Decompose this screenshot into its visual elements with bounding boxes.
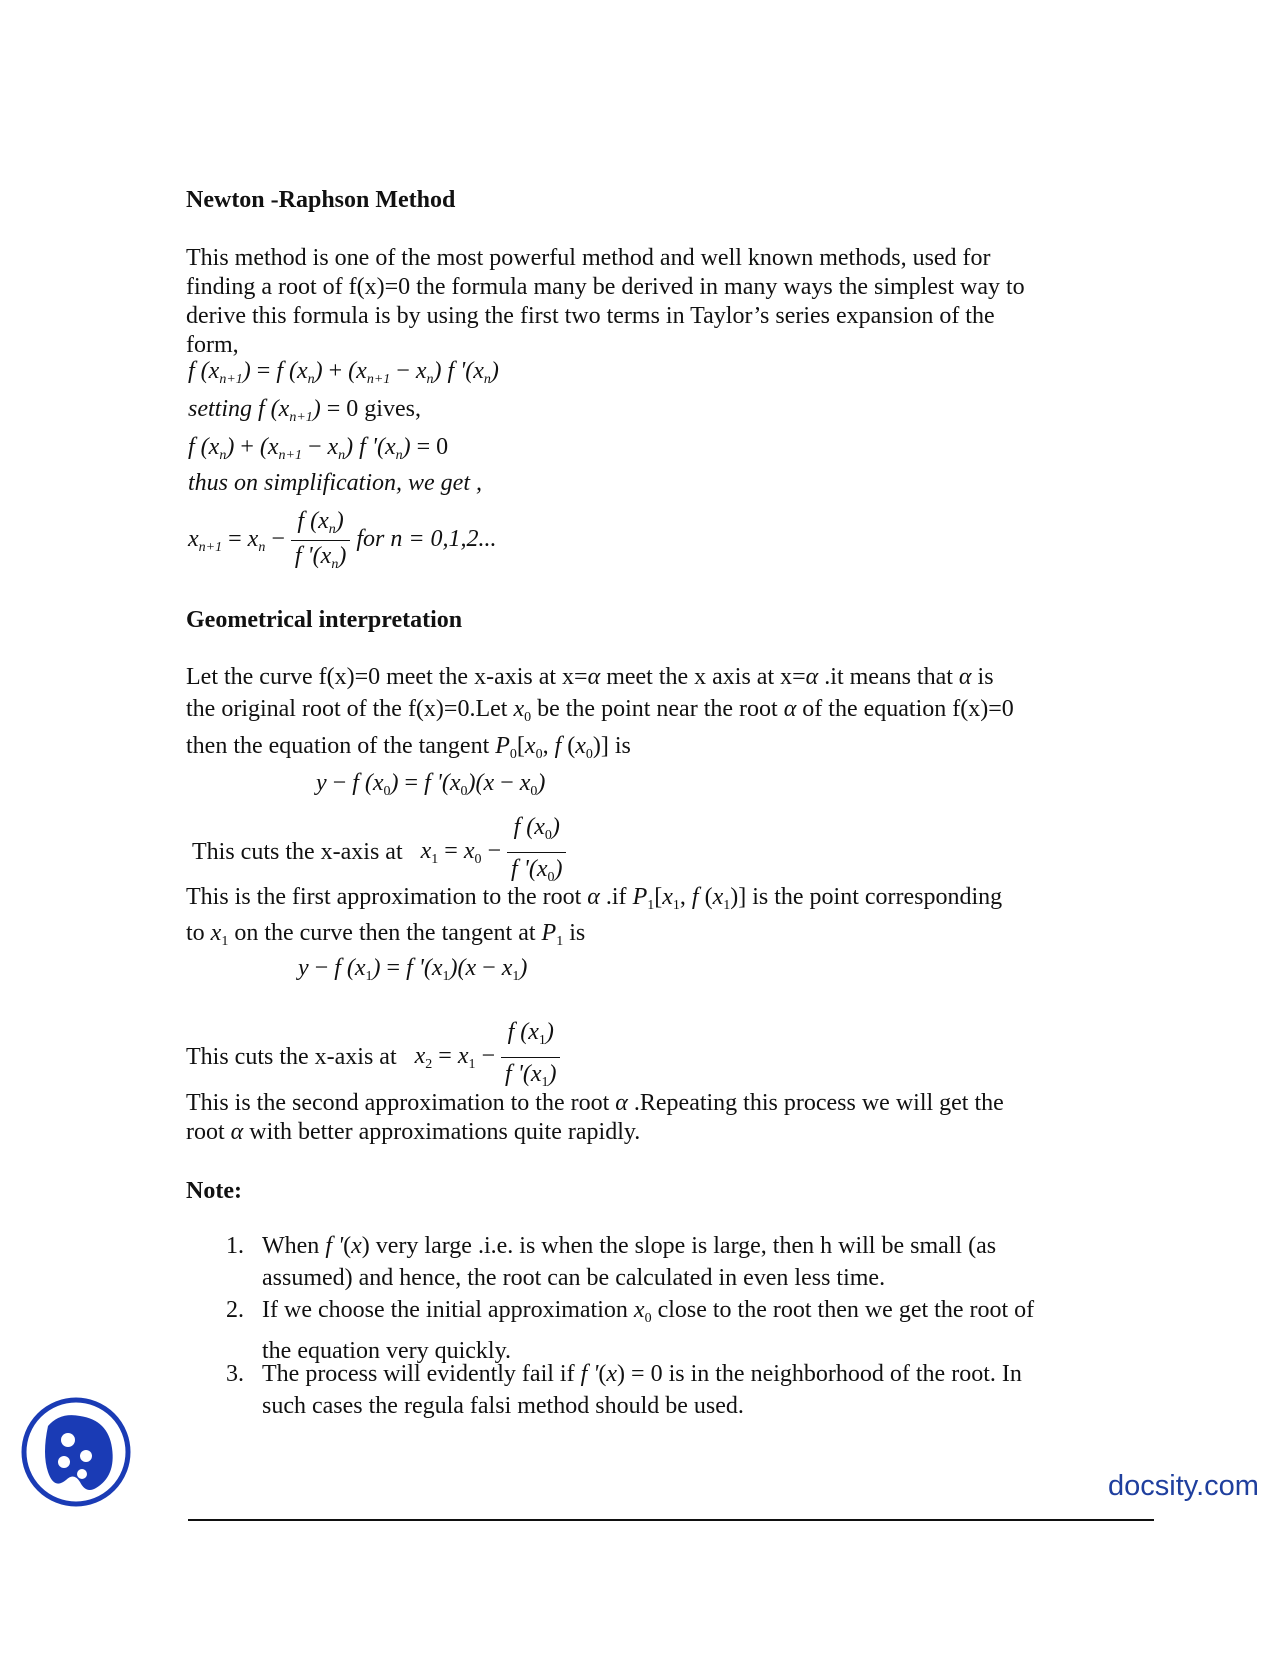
geo-text: .it means that [818, 664, 959, 690]
section-title-geometrical: Geometrical interpretation [186, 607, 463, 633]
to-x1-line: to $x_1$ on the curve then the tangent at $P_1$ is [186, 920, 586, 949]
note-text: close to the root then we get the root of [651, 1297, 1035, 1323]
setting-equation: setting f $(x_{n+1}) = 0$ gives, [188, 396, 421, 425]
geo-text: is [971, 664, 994, 690]
geo-text: .if [599, 884, 633, 910]
docsity-logo-icon [20, 1396, 132, 1508]
geo-text: This is the second approximation to the root [186, 1090, 616, 1116]
geo-text: on the curve then the tangent at [228, 920, 542, 946]
geo-text: Let the curve f(x)=0 meet the x-axis at x= [186, 664, 588, 690]
note-item-2: 2. If we choose the initial approximation $x_0$ close to the root then we get the root of the equation very quickly. [262, 1294, 1034, 1367]
note-item-3: 3. The process will evidently fail if f '(x) = 0 is in the neighborhood of the root. In such cases the regula falsi method should be used. [262, 1358, 1022, 1422]
setting-label: setting [188, 396, 252, 422]
second-approx-paragraph [186, 1089, 1004, 1147]
alpha-symbol: α [805, 664, 819, 690]
geo-text: .Repeating this process we will get the [627, 1090, 1004, 1116]
note-title: Note: [186, 1178, 242, 1204]
geo-text: of the equation f(x)=0 [796, 696, 1014, 722]
note-text: When [262, 1233, 326, 1259]
alpha-symbol: α [230, 1119, 244, 1145]
for-n-label: for n = 0,1,2... [356, 526, 497, 553]
geo-text: This cuts the x-axis at [186, 1044, 397, 1070]
note-text: the equation very quickly. [262, 1338, 512, 1364]
newton-formula: $x_{n+1} = x_n$ − $\frac{f (x_n)}{f '(x_n)}$ for n = 0,1,2... [188, 508, 497, 572]
geo-line-3: then the equation of the tangent $P_0[x_0$, f $(x_0)$] is [186, 733, 631, 762]
note-item-1: 1. When f '(x) very large .i.e. is when the slope is large, then h will be small (as assumed) and hence, the root can be calculated in even less time. [262, 1230, 996, 1294]
cuts-line-2: This cuts the x-axis at $x_2 = x_1$ − $\frac{f (x_1)}{f '(x_1)}$ [186, 1018, 560, 1097]
geo-text: with better approximations quite rapidly. [243, 1119, 641, 1145]
intro-line: finding a root of f(x)=0 the formula many be derived in many ways the simplest way to [186, 274, 1025, 300]
intro-line: form, [186, 332, 239, 358]
second-approx-line [186, 1089, 1004, 1118]
note-number: 3. [226, 1361, 244, 1387]
intro-line: This method is one of the most powerful method and well known methods, used for [186, 245, 991, 271]
geo-line-2: the original root of the f(x)=0.Let $x_0$ be the point near the root α of the equation f(x)=0 [186, 696, 1014, 725]
geo-text: be the point near the root [531, 696, 784, 722]
alpha-symbol: α [783, 696, 797, 722]
geo-text: is [608, 733, 631, 759]
intro-line: derive this formula is by using the first two terms in Taylor’s series expansion of the [186, 303, 995, 329]
tangent-zero-equation: f $(x_n) + (x_{n+1} - x_n)$ f '$(x_n) = 0$ [188, 434, 449, 463]
simplification-label: thus on simplification, we get , [188, 470, 482, 496]
geo-text: is [563, 920, 586, 946]
note-text: such cases the regula falsi method should be used. [262, 1393, 744, 1419]
geo-text: This cuts the x-axis at [192, 839, 403, 865]
alpha-symbol: α [587, 664, 601, 690]
footer-divider [188, 1519, 1154, 1521]
gives-label: = 0 gives, [326, 396, 421, 422]
note-text: is in the neighborhood of the root. In [662, 1361, 1022, 1387]
geo-text: the original root of the f(x)=0.Let [186, 696, 514, 722]
geo-text: root [186, 1119, 231, 1145]
taylor-equation: f $(x_{n+1}) = f$ $(x_n) + (x_{n+1} - x_n)$ f '$(x_n)$ [188, 358, 499, 387]
root-line [186, 1118, 1004, 1147]
intro-paragraph [186, 244, 1025, 360]
tangent-equation-p0: y − f $(x_0) = f$ '$(x_0)(x - x_0)$ [316, 770, 546, 799]
tangent-equation-p1: y − f $(x_1) = f$ '$(x_1)(x - x_1)$ [298, 955, 528, 984]
alpha-symbol: α [958, 664, 972, 690]
geo-text: to [186, 920, 211, 946]
note-number: 1. [226, 1233, 244, 1259]
cuts-line-1: This cuts the x-axis at $x_1 = x_0$ − $\frac{f (x_0)}{f '(x_0)}$ [192, 813, 566, 892]
geo-text: is the point corresponding [746, 884, 1003, 910]
alpha-symbol: α [615, 1090, 628, 1116]
alpha-symbol: α [587, 884, 600, 910]
page-title: Newton -Raphson Method [186, 187, 456, 213]
first-approx-line: This is the first approximation to the root α .if $P_1[x_1$, f $(x_1)$] is the point corresponding [186, 884, 1003, 913]
note-number: 2. [226, 1297, 244, 1323]
note-text: very large .i.e. is when the slope is large, then h will be small (as [369, 1233, 997, 1259]
note-text: The process will evidently fail if [262, 1361, 581, 1387]
geo-line-1 [186, 663, 994, 692]
geo-text: then the equation of the tangent [186, 733, 496, 759]
note-text: If we choose the initial approximation [262, 1297, 634, 1323]
docsity-brand[interactable]: docsity.com [1108, 1470, 1259, 1502]
note-text: assumed) and hence, the root can be calculated in even less time. [262, 1265, 886, 1291]
geo-text: This is the first approximation to the root [186, 884, 588, 910]
geo-text: meet the x axis at x= [600, 664, 806, 690]
